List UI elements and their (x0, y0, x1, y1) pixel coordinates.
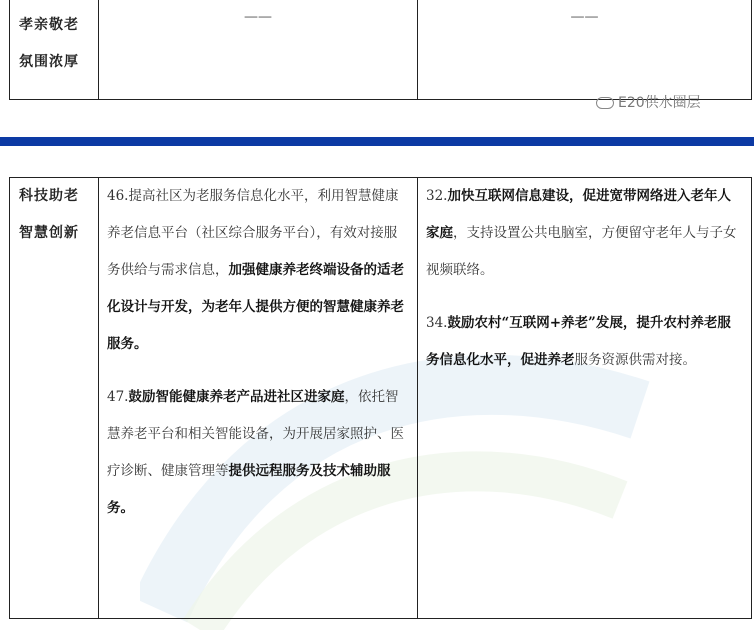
policy-item-32: 32.加快互联网信息建设，促进宽带网络进入老年人家庭，支持设置公共电脑室，方便留守老年人与子女视频联络。 (426, 188, 737, 278)
category-line: 智慧创新 (19, 225, 79, 241)
policy-cell (418, 0, 752, 100)
policy-item-47: 47.鼓励智能健康养老产品进社区进家庭，依托智慧养老平台和相关智能设备，为开展居家照护、医疗诊断、健康管理等提供远程服务及技术辅助服务。 (107, 389, 404, 516)
category-line: 孝亲敬老 (19, 17, 79, 33)
empty-dash: —— (244, 9, 272, 25)
category-cell (10, 178, 99, 619)
empty-dash: —— (570, 9, 599, 25)
category-line: 科技助老 (19, 188, 79, 204)
top-table-fragment (9, 0, 752, 100)
category-line: 氛围浓厚 (19, 54, 79, 70)
policy-item-34: 34.鼓励农村“互联网+养老”发展，提升农村养老服务信息化水平，促进养老服务资源供需对接。 (426, 315, 731, 368)
watermark-label: E20供水圈层 (618, 95, 701, 111)
section-divider-band (0, 137, 754, 146)
category-cell (10, 0, 99, 100)
watermark (596, 92, 701, 112)
wechat-icon (596, 97, 614, 109)
policy-cell (99, 0, 418, 100)
policy-cell-left (99, 178, 418, 619)
policy-table (9, 177, 752, 619)
policy-cell-right (418, 178, 752, 619)
policy-item-46: 46.提高社区为老服务信息化水平，利用智慧健康养老信息平台（社区综合服务平台），有效对接服务供给与需求信息，加强健康养老终端设备的适老化设计与开发，为老年人提供方便的智慧健康养老服务。 (107, 188, 404, 352)
